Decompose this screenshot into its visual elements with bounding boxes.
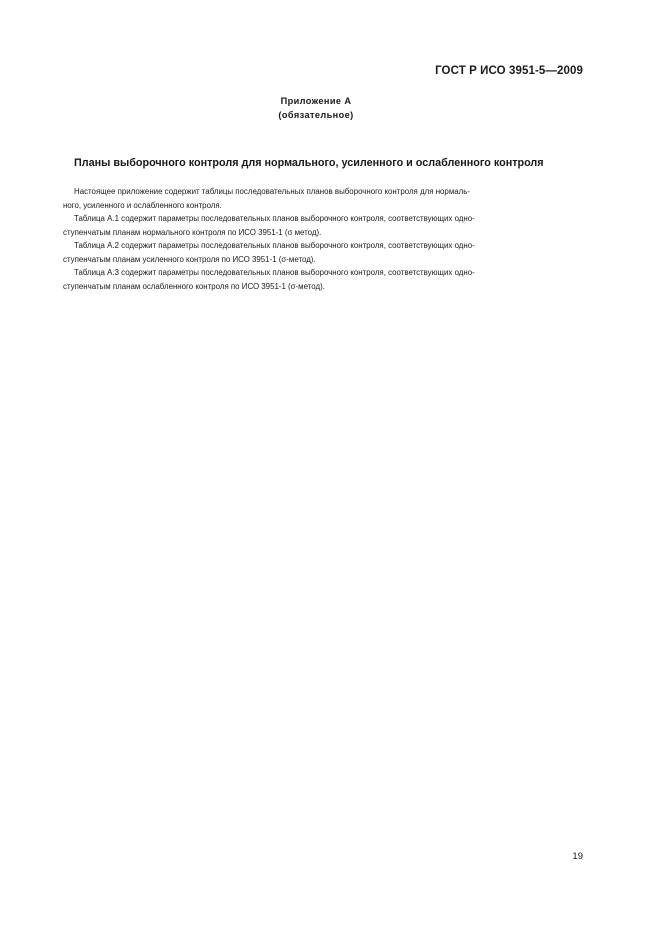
- paragraph-line: Таблица А.3 содержит параметры последовательных планов выборочного контроля, соответствующих одно-: [74, 268, 475, 277]
- standard-designation: ГОСТ Р ИСО 3951-5—2009: [435, 65, 583, 77]
- paragraph-line: ступенчатым планам ослабленного контроля по ИСО 3951-1 (σ-метод).: [63, 281, 325, 291]
- paragraph-line: Настоящее приложение содержит таблицы последовательных планов выборочного контроля для нормаль-: [74, 187, 470, 196]
- page-number: 19: [572, 851, 583, 862]
- appendix-title: Приложение А: [280, 96, 352, 106]
- paragraph-line: Таблица А.1 содержит параметры последовательных планов выборочного контроля, соответствующих одно-: [74, 214, 475, 223]
- appendix-body: [63, 185, 580, 293]
- paragraph-line: ного, усиленного и ослабленного контроля.: [63, 200, 222, 210]
- paragraph-line: ступенчатым планам усиленного контроля по ИСО 3951-1 (σ-метод).: [63, 254, 316, 264]
- section-title: Планы выборочного контроля для нормального, усиленного и ослабленного контроля: [74, 157, 544, 169]
- paragraph-line: Таблица А.2 содержит параметры последовательных планов выборочного контроля, соответствующих одно-: [74, 241, 475, 250]
- appendix-status: (обязательное): [278, 110, 354, 120]
- paragraph-line: ступенчатым планам нормального контроля по ИСО 3951-1 (σ метод).: [63, 227, 322, 237]
